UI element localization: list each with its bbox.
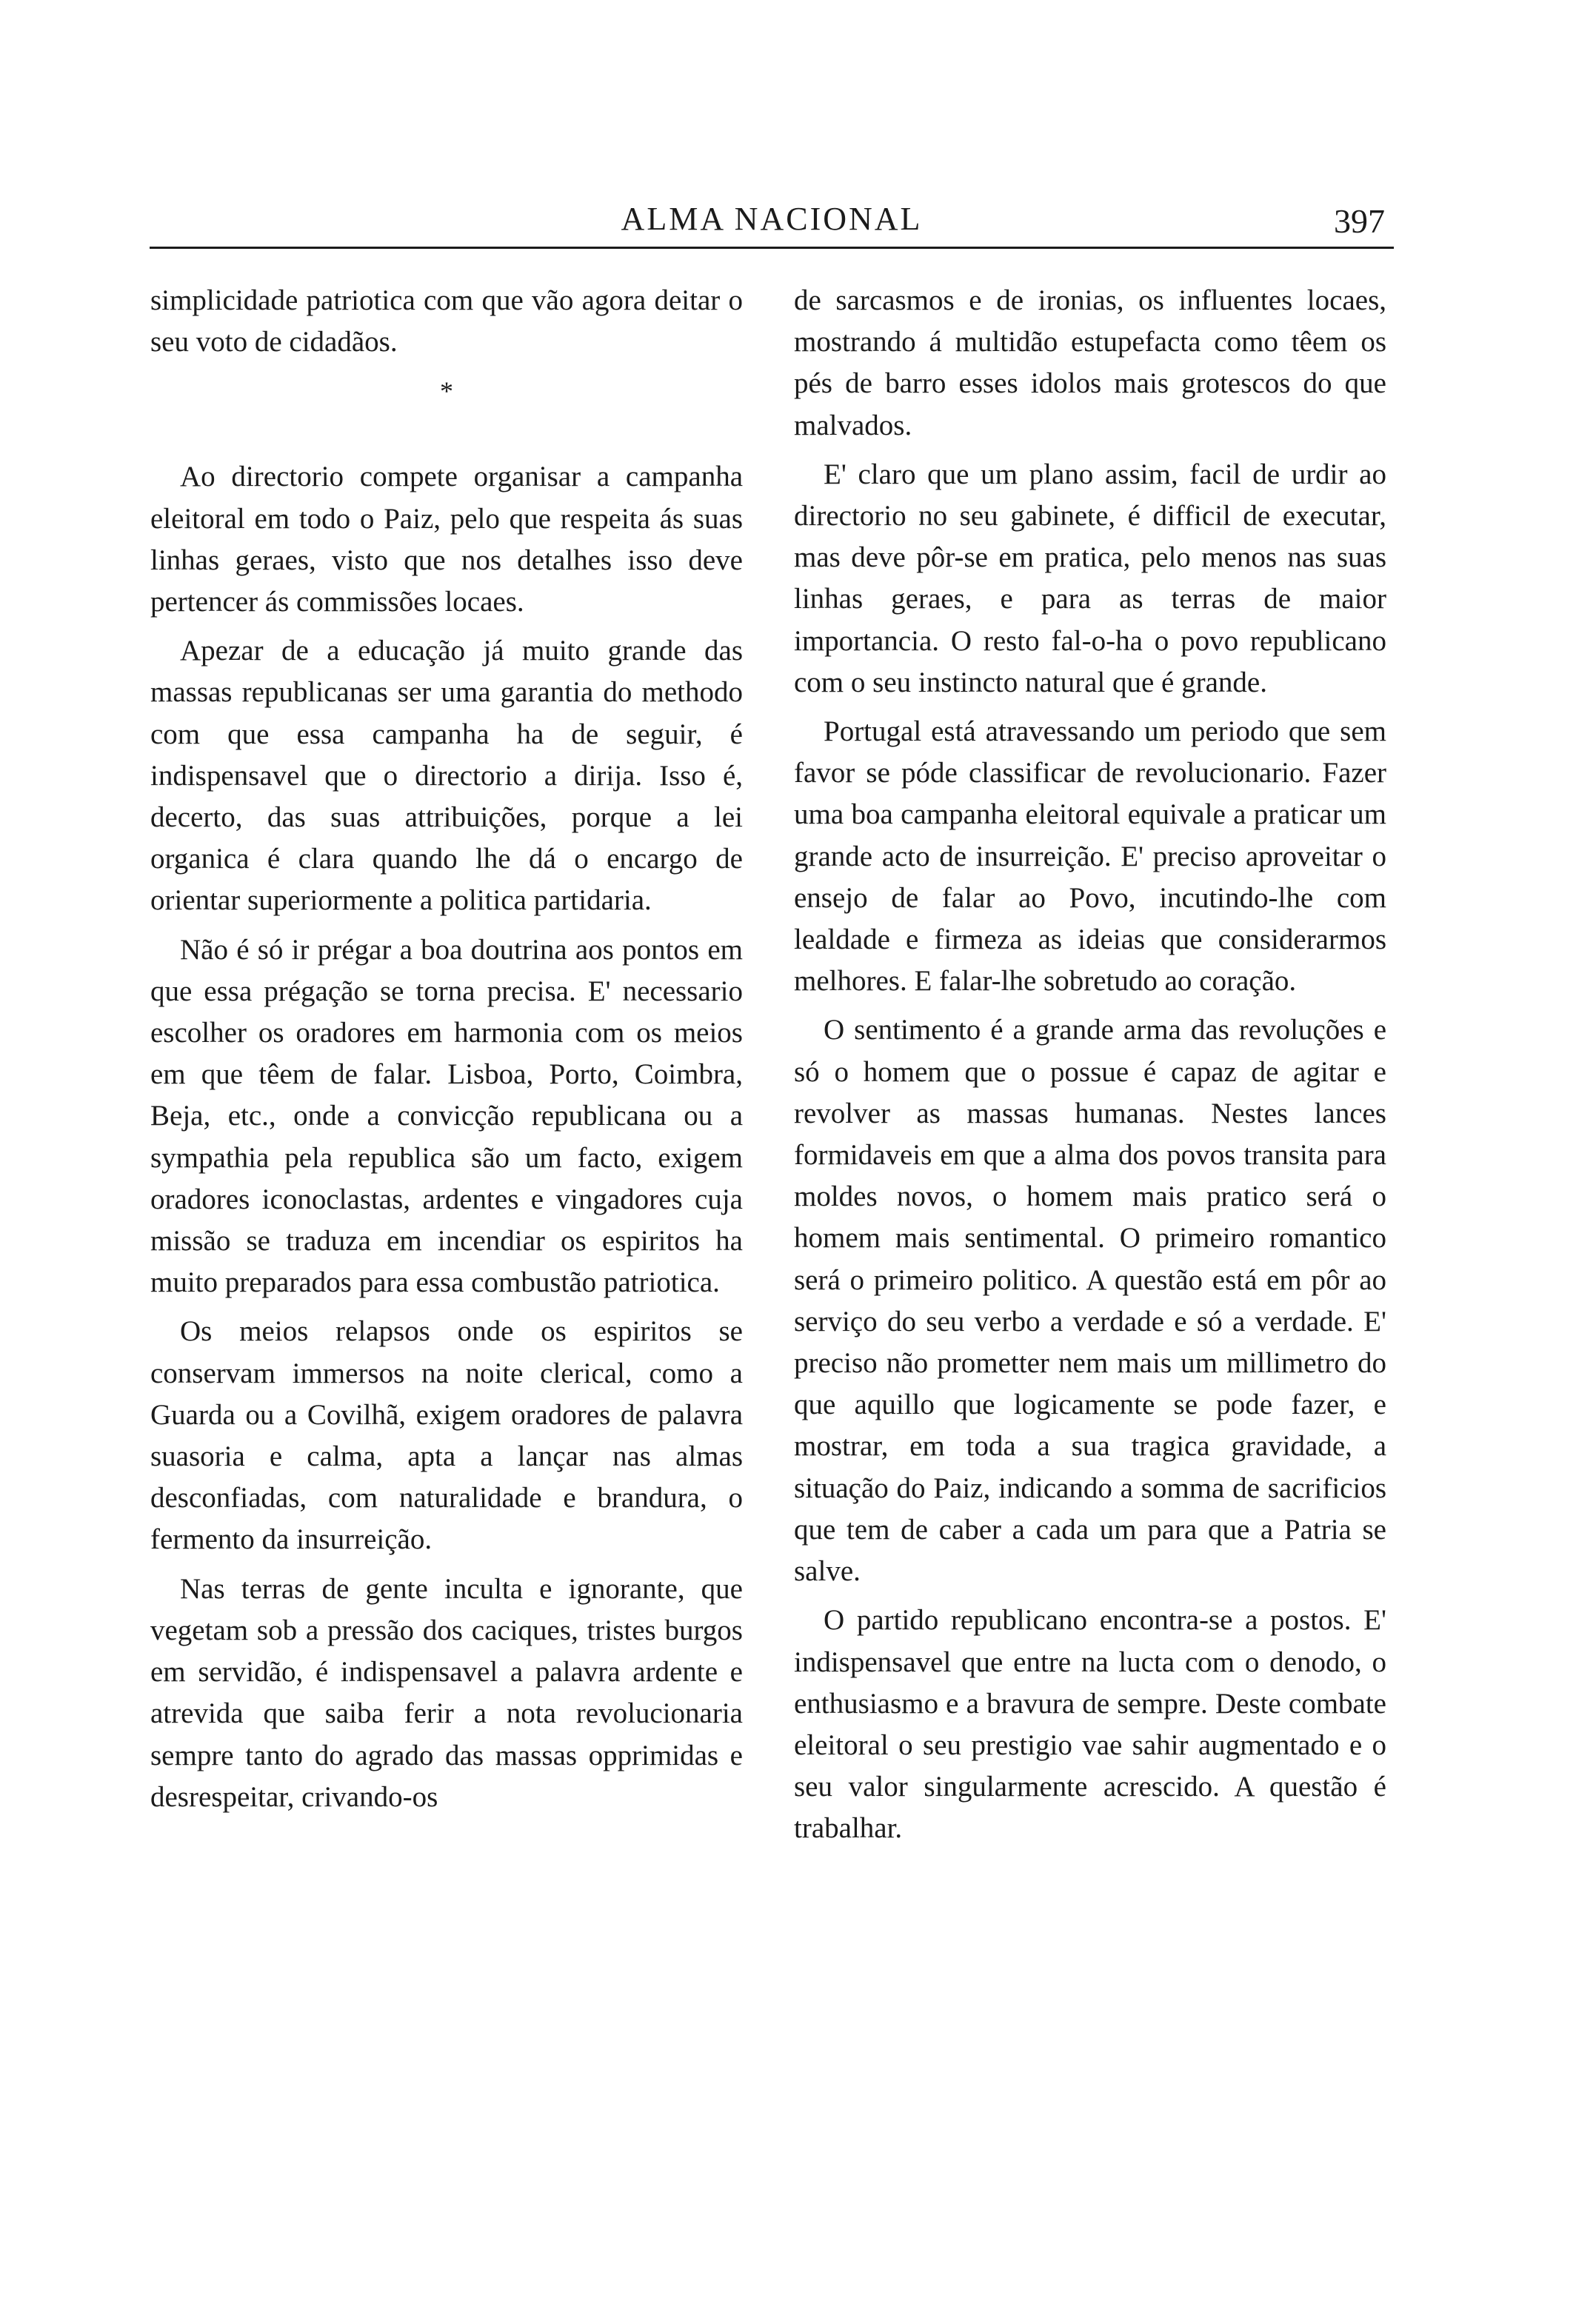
paragraph: Os meios relapsos onde os espiritos se conservam immersos na noite clerical, como a Guarda ou a Covilhã, exigem oradores de palavra suasoria e calma, apta a lançar nas almas desconfiadas, com naturalidade e brandura, o fermento da insurreição.	[150, 1315, 743, 1556]
paragraph: O sentimento é a grande arma das revoluções e só o homem que o possue é capaz de agitar e revolver as massas humanas. Nestes lances formidaveis em que a alma dos povos transita para moldes novos, o homem mais pratico será o homem mais sentimental. O primeiro romantico será o primeiro politico. A questão está em pôr ao serviço do seu verbo a verdade e só a verdade. E' preciso não prometter nem mais um millimetro do que aquillo que logicamente se pode fazer, e mostrar, em toda a sua tragica gravidade, a situação do Paiz, indicando a somma de sacrificios que tem de caber a cada um para que a Patria se salve.	[794, 1014, 1386, 1588]
header-rule	[150, 247, 1394, 249]
left-column	[150, 280, 743, 1826]
page-number: 397	[1334, 202, 1385, 240]
paragraph: Portugal está atravessando um periodo que sem favor se póde classificar de revolucionario. Fazer uma boa campanha eleitoral equivale a praticar um grande acto de insurreição. E' preciso aproveitar o ensejo de falar ao Povo, incutindo-lhe com lealdade e firmeza as ideias que considerarmos melhores. E falar-lhe sobretudo ao coração.	[794, 715, 1386, 998]
paragraph: simplicidade patriotica com que vão agora deitar o seu voto de cidadãos.	[150, 284, 743, 358]
paragraph: Nas terras de gente inculta e ignorante, que vegetam sob a pressão dos caciques, tristes burgos em servidão, é indispensavel a palavra ardente e atrevida que saiba ferir a nota revolucionaria sempre tanto do agrado das massas opprimidas e desrespeitar, crivando-os	[150, 1572, 743, 1813]
asterisk-separator: *	[440, 376, 453, 407]
paragraph: E' claro que um plano assim, facil de urdir ao directorio no seu gabinete, é difficil de executar, mas deve pôr-se em pratica, pelo menos nas suas linhas geraes, e para as terras de maior importancia. O resto fal-o-ha o povo republicano com o seu instincto natural que é grande.	[794, 458, 1386, 698]
page-header	[150, 194, 1394, 246]
paragraph: de sarcasmos e de ironias, os influentes locaes, mostrando á multidão estupefacta como têem os pés de barro esses idolos mais grotescos do que malvados.	[794, 284, 1386, 441]
paragraph: Ao directorio compete organisar a campanha eleitoral em todo o Paiz, pelo que respeita ás suas linhas geraes, visto que nos detalhes isso deve pertencer ás commissões locaes.	[150, 461, 743, 618]
paragraph: Apezar de a educação já muito grande das massas republicanas ser uma garantia do methodo com que essa campanha ha de seguir, é indispensavel que o directorio a dirija. Isso é, decerto, das suas attribuições, porque a lei organica é clara quando lhe dá o encargo de orientar superiormente a politica partidaria.	[150, 635, 743, 917]
paragraph: Não é só ir prégar a boa doutrina aos pontos em que essa prégação se torna precisa. E' necessario escolher os oradores em harmonia com os meios em que têem de falar. Lisboa, Porto, Coimbra, Beja, etc., onde a convicção republicana ou a sympathia pela republica são um facto, exigem oradores iconoclastas, ardentes e vingadores cuja missão se traduza em incendiar os espiritos ha muito preparados para essa combustão patriotica.	[150, 933, 743, 1299]
running-head: ALMA NACIONAL	[621, 201, 923, 237]
right-column	[794, 280, 1386, 1857]
paragraph: O partido republicano encontra-se a postos. E' indispensavel que entre na lucta com o denodo, o enthusiasmo e a bravura de sempre. Deste combate eleitoral o seu prestigio vae sahir augmentado e o seu valor singularmente acrescido. A questão é trabalhar.	[794, 1604, 1386, 1845]
